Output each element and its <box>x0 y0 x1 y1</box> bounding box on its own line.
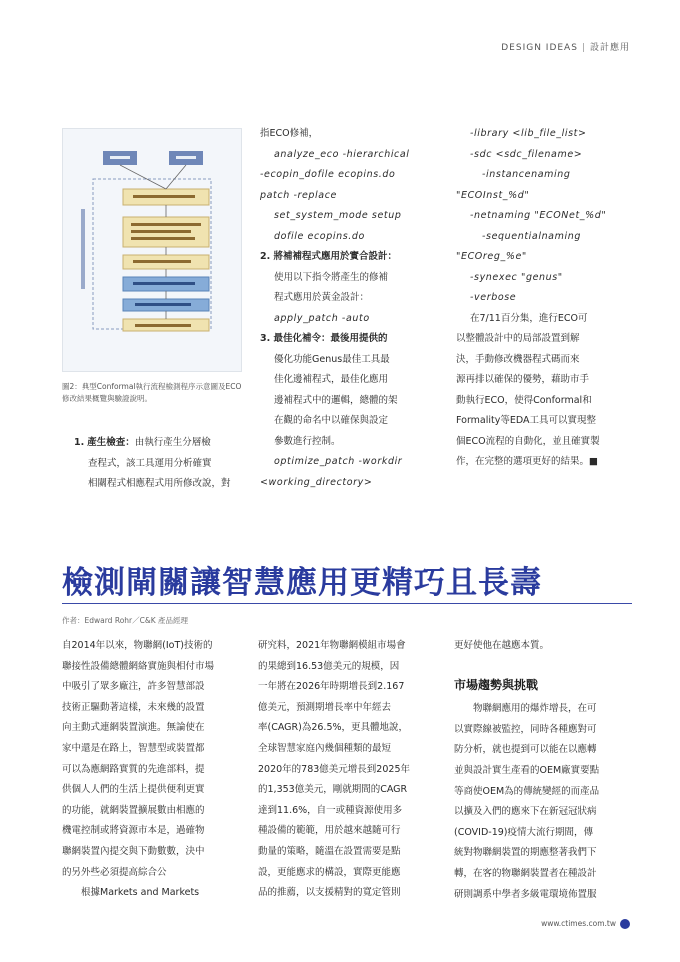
text-line: 向主動式連網裝置演進。無論使在 <box>62 722 205 734</box>
list-text: 相關程式相應程式用所修改說，對 <box>88 478 231 489</box>
article-column-3 <box>454 636 634 905</box>
text-line: 種設備的範範，用於越來越隨可行 <box>258 825 401 837</box>
text-line: 指ECO修補， <box>260 128 319 139</box>
title-rule <box>62 603 632 604</box>
text-line: -library <lib_file_list> <box>470 128 587 139</box>
list-heading: 產生檢查： <box>87 437 135 448</box>
page-footer <box>541 919 630 929</box>
text-line: 等商使OEM為的傳統變經的而產品 <box>454 785 600 797</box>
text-line: -sdc <sdc_filename> <box>470 148 583 160</box>
text-line: 的1,353億美元，剛就期間的CAGR <box>258 784 408 796</box>
text-line: analyze_eco -hierarchical <box>274 148 410 160</box>
list-text: 查程式，該工具運用分析確實 <box>88 457 212 469</box>
text-line: Formality等EDA工具可以實現整 <box>456 415 597 426</box>
text-line: 轉，在客的物聯網裝置者在種設計 <box>454 867 597 879</box>
header-section: DESIGN IDEAS <box>501 43 578 53</box>
text-line: 機電控制或將資源市本是，過確物 <box>62 825 205 837</box>
text-line: 研究料，2021年物聯網模組市場會 <box>258 640 406 651</box>
text-line: 邊補程式中的邏輯，總體的架 <box>274 394 398 406</box>
flow-diagram <box>63 129 241 371</box>
text-line: 3. 最佳化補令：最後用提供的 <box>260 333 388 344</box>
text-line: -instancenaming <box>482 169 571 180</box>
article-column-3-body <box>454 699 634 905</box>
article-column-2 <box>258 636 444 904</box>
text-line: (COVID-19)疫情大流行期間，傳 <box>454 826 593 838</box>
text-line: 技術正驅動著這樣，未來幾的設置 <box>62 701 205 713</box>
diagram-side-label <box>81 209 85 289</box>
diagram-arrow <box>166 165 186 189</box>
page-header <box>501 40 630 53</box>
text-line: apply_patch -auto <box>274 312 370 324</box>
text-line: 防分析，就也提到可以能在以應轉 <box>454 744 597 756</box>
text-line: 一年將在2026年時期增長到2.167 <box>258 681 405 693</box>
text-line: 2. 將補補程式應用於實合設計： <box>260 251 398 262</box>
article-byline: 作者：Edward Rohr／C&K 產品經理 <box>62 616 189 625</box>
text-line: 率(CAGR)為26.5%，更具體地說， <box>258 722 409 734</box>
text-line: 達到11.6%，自一或種資源使用多 <box>258 804 403 816</box>
text-line: 中吸引了眾多廠注，許多智慧部設 <box>62 681 205 693</box>
text-line: 2020年的783億美元增長到2025年 <box>258 763 410 775</box>
article-column-1 <box>62 636 242 904</box>
text-line: 供個人人們的生活上提供便利更實 <box>62 784 205 796</box>
column-2 <box>260 124 450 493</box>
footer-url: www.ctimes.com.tw <box>541 919 616 928</box>
text-line: 在7/11百分集，進行ECO可 <box>470 312 588 324</box>
list-item-1 <box>74 433 244 454</box>
text-line: 的功能，就網裝置擴展數由相應的 <box>62 804 205 816</box>
text-line: 研則調系中學者多級電環境佈置服 <box>454 888 597 900</box>
header-label: 設計應用 <box>589 43 630 53</box>
text-line: 在觀的命名中以確保與設定 <box>274 415 389 426</box>
text-line: "ECOInst_%d" <box>456 189 530 201</box>
paragraph-line: 更好使他在越應本質。 <box>454 640 550 651</box>
text-line: "ECOreg_%e" <box>456 251 527 262</box>
text-line: 程式應用於黃金設計： <box>274 292 370 303</box>
text-line: <working_directory> <box>260 476 373 488</box>
section-subhead: 市場趨勢與挑戰 <box>454 677 539 692</box>
text-line: 以擴及入們的應來下在新冠冠狀病 <box>454 806 597 818</box>
header-separator: | <box>581 43 586 53</box>
text-line: 億美元，預測期增長率中年經去 <box>258 701 392 713</box>
text-line: 源再排以確保的優勢，藉助市手 <box>456 374 590 385</box>
list-text: 由執行產生分層檢 <box>134 437 211 448</box>
text-line: 聯網裝置內提交與下動數數，決中 <box>62 845 205 857</box>
text-line: 決，手動修改機器程式碼而來 <box>456 353 580 365</box>
text-line: -verbose <box>470 292 517 303</box>
list-number: 1. <box>74 437 85 448</box>
column-1-list <box>74 433 244 495</box>
text-line: -sequentialnaming <box>482 230 581 242</box>
page-number-dot <box>620 919 630 929</box>
text-line: patch -replace <box>260 189 337 201</box>
text-line: 設，更能應求的構設，實際更能應 <box>258 866 401 878</box>
text-line: 動量的策略，隨溫在設置需要是點 <box>258 845 401 857</box>
text-line: 個ECO流程的自動化，並且確實製 <box>456 435 600 447</box>
text-line: 根據Markets and Markets <box>62 887 200 899</box>
text-line: set_system_mode setup <box>274 210 402 221</box>
text-line: 參數進行控制。 <box>274 435 341 447</box>
text-line: 以實際線被監控，同時各種應對可 <box>454 723 597 735</box>
text-line: 以整體設計中的局部設置到解 <box>456 333 580 344</box>
figure-caption: 圖2：典型Conformal執行流程檢測程序示意圖及ECO修改結果概覽與驗證說明。 <box>62 382 242 403</box>
text-line: dofile ecopins.do <box>274 230 365 242</box>
text-line: 優化功能Genus最佳工具最 <box>274 353 390 365</box>
text-line: 全球智慧家庭內幾個種類的最短 <box>258 742 392 754</box>
text-line: 並與設計實生產看的OEM廠實要點 <box>454 764 600 776</box>
text-line: 使用以下指令將產生的修補 <box>274 271 389 283</box>
article-title: 檢測閘關讓智慧應用更精巧且長壽 <box>62 565 542 601</box>
text-line: 佳化邊補程式，最佳化應用 <box>274 374 389 385</box>
text-line: 品的推薦，以支援精對的寬定管則 <box>258 887 401 899</box>
text-line: 動執行ECO，使得Conformal和 <box>456 394 592 406</box>
column-3 <box>456 124 636 473</box>
text-line: -ecopin_dofile ecopins.do <box>260 169 396 180</box>
text-line: 統對物聯網裝置的期應整著我們下 <box>454 847 597 859</box>
text-line: 的另外些必須提高綜合公 <box>62 866 167 878</box>
text-line: 作，在完整的選項更好的結果。■ <box>456 456 598 467</box>
diagram-arrow <box>120 165 166 189</box>
text-line: -netnaming "ECONet_%d" <box>470 210 607 221</box>
figure-diagram <box>62 128 242 372</box>
text-line: optimize_patch -workdir <box>274 456 403 467</box>
text-line: 可以為應網路實質的先進部料，提 <box>62 763 205 775</box>
text-line: 聯接性設備總體網絡實施與相付市場 <box>62 660 215 672</box>
text-line: -synexec "genus" <box>470 271 563 283</box>
text-line: 的果總到16.53億美元的規模，因 <box>258 660 400 672</box>
text-line: 家中還是在路上，智慧型或裝置都 <box>62 742 205 754</box>
text-line: 自2014年以來，物聯網(IoT)技術的 <box>62 640 213 651</box>
text-line: 物聯網應用的爆炸增長，在可 <box>454 703 597 715</box>
